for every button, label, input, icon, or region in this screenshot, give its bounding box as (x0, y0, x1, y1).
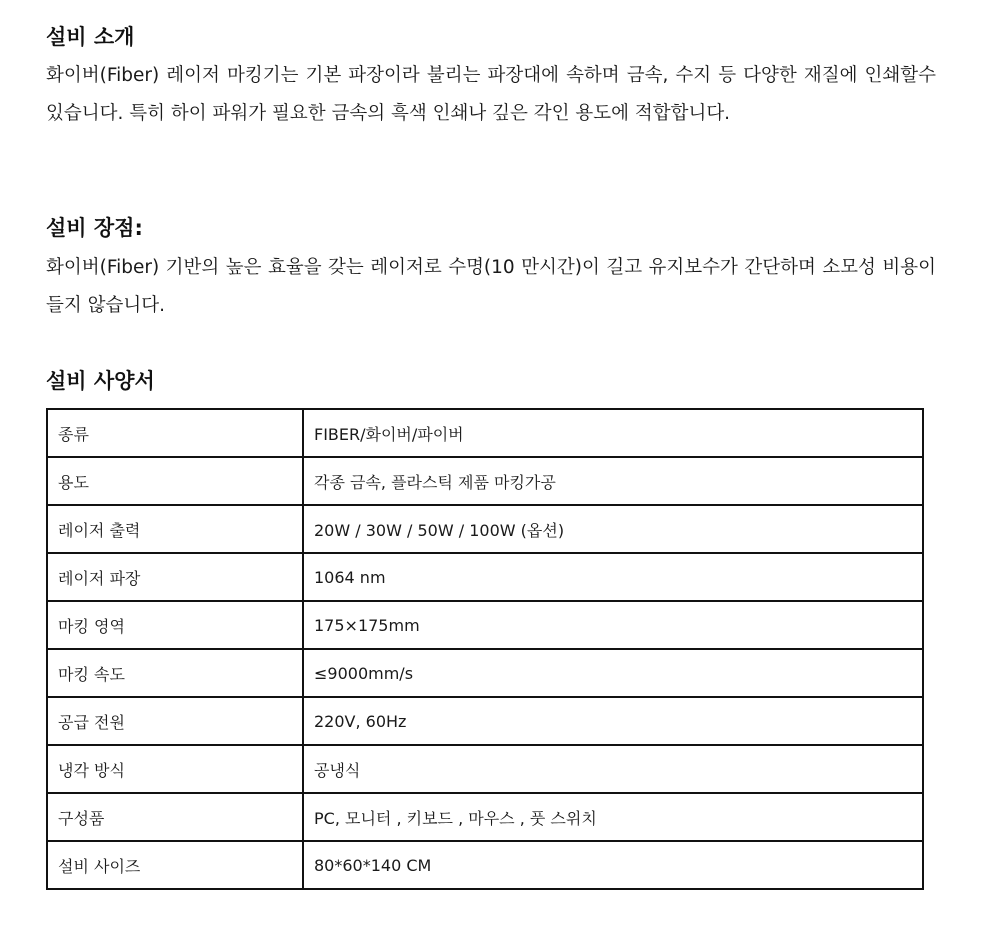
table-row (47, 553, 923, 601)
spec-section (46, 366, 936, 876)
spec-value: 1064 nm (303, 553, 923, 601)
table-row (47, 697, 923, 745)
spec-value: 공냉식 (303, 745, 923, 793)
spec-value: 20W / 30W / 50W / 100W (옵션) (303, 505, 923, 553)
intro-paragraph: 화이버(Fiber) 레이저 마킹기는 기본 파장이라 불리는 파장대에 속하며 금속, 수지 등 다양한 재질에 인쇄할수 있습니다. 특히 하이 파워가 필요한 금속의 흑색 인쇄나 깊은 각인 용도에 적합합니다. (46, 65, 936, 124)
spec-label: 설비 사이즈 (47, 841, 303, 889)
spec-value: 각종 금속, 플라스틱 제품 마킹가공 (303, 457, 923, 505)
spec-value: FIBER/화이버/파이버 (303, 409, 923, 457)
table-row (47, 457, 923, 505)
spec-table (46, 408, 924, 890)
table-row (47, 793, 923, 841)
spec-value: 175×175mm (303, 601, 923, 649)
spec-value: 220V, 60Hz (303, 697, 923, 745)
intro-title: 설비 소개 (46, 25, 135, 49)
spec-label: 마킹 속도 (47, 649, 303, 697)
advantages-title: 설비 장점: (46, 216, 143, 240)
spec-label: 종류 (47, 409, 303, 457)
table-row (47, 601, 923, 649)
spec-label: 냉각 방식 (47, 745, 303, 793)
spec-label: 용도 (47, 457, 303, 505)
advantages-paragraph: 화이버(Fiber) 기반의 높은 효율을 갖는 레이저로 수명(10 만시간)이 길고 유지보수가 간단하며 소모성 비용이 들지 않습니다. (46, 257, 936, 316)
table-row (47, 505, 923, 553)
advantages-section (46, 213, 936, 325)
spec-label: 공급 전원 (47, 697, 303, 745)
table-row (47, 841, 923, 889)
table-row (47, 409, 923, 457)
intro-section (46, 22, 936, 133)
spec-label: 구성품 (47, 793, 303, 841)
spec-value: PC, 모니터 , 키보드 , 마우스 , 풋 스위치 (303, 793, 923, 841)
table-row (47, 745, 923, 793)
spec-value: ≤9000mm/s (303, 649, 923, 697)
spec-label: 레이저 출력 (47, 505, 303, 553)
spec-value: 80*60*140 CM (303, 841, 923, 889)
spec-label: 마킹 영역 (47, 601, 303, 649)
spec-title: 설비 사양서 (46, 369, 155, 393)
spec-label: 레이저 파장 (47, 553, 303, 601)
table-row (47, 649, 923, 697)
